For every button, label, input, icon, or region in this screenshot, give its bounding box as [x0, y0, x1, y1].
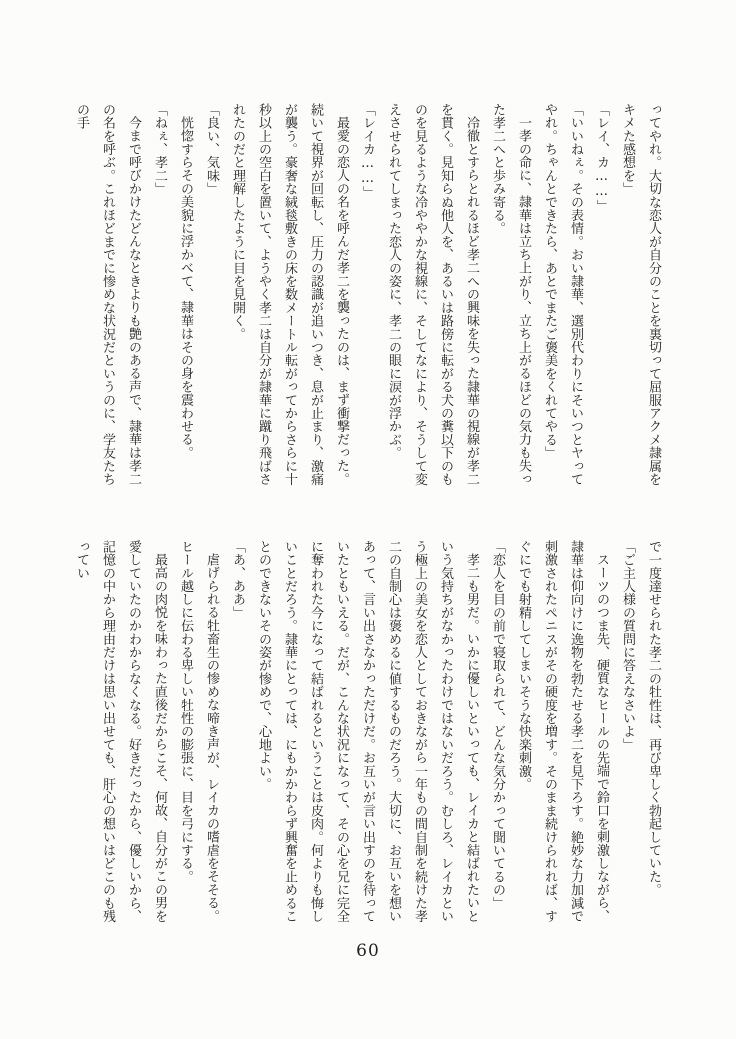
paragraph: 虐げられる牡畜生の惨めな啼き声が、レイカの嗜虐をそそる。ヒール越しに伝わる卑しい牡性の膨張に、目を弓にする。 — [178, 540, 219, 923]
paragraph: 「レイカ……」 — [360, 103, 375, 200]
paragraph: 「良い、気味」 — [204, 103, 219, 196]
paragraph: で一度達せられた孝二の牡性は、再び卑しく勃起していた。 — [646, 540, 661, 897]
paragraph: 「あ、ああ」 — [230, 540, 245, 620]
paragraph: 孝二も男だ。いかに優しいといっても、レイカと結ばれたいという気持ちがなかったわけではないだろう。むしろ、レイカという極上の美女を恋人としておきながら一年もの間自制を続けた孝二の自制心は褒めるに値するものだろう。大切に、お互いを想いあって、言い出さなかっただけだ。お互いが言い出すのを待っていたともいえる。だが、こんな状況になって、その心を兄に完全に奪われた今になって結ばれるということは皮肉。何よりも悔しいことだろう。隷華にとっては、にもかかわらず興奮を止めることのできないその姿が惨めで、心地よい。 — [256, 540, 479, 923]
paragraph: 「いいねぇ。その表情。おい隷華、選別代わりにそいつとヤってやれ。ちゃんとできたら、あとでまたご褒美をくれてやる」 — [542, 103, 583, 486]
paragraph: 「レイ、カ……」 — [594, 103, 609, 213]
paragraph: 「ご主人様の質問に答えなさいよ」 — [620, 540, 635, 752]
paragraph: 「恋人を目の前で寝取られて、どんな気分かって聞いてるの」 — [490, 540, 505, 910]
paragraph: 最高の肉悦を味わった直後だからこそ、何故、自分がこの男を愛していたのかわからなくなる。好きだったから、優しいから、記憶の中から理由だけは思い出せても、肝心の想いはどこのも残ってい — [74, 540, 167, 923]
paragraph: 恍惚すらその美貌に浮かべて、隷華はその身を震わせる。 — [178, 116, 193, 460]
paragraph: ってやれ。大切な恋人が自分のことを裏切って屈服アクメ隷属をキメた感想を」 — [620, 103, 661, 486]
page-number: 60 — [356, 941, 380, 961]
paragraph: 冷徹とすらとれるほど孝二への興味を失った隷華の視線が孝二を貫く。見知らぬ他人を、あるいは路傍に転がる犬の糞以下のものを見るような冷ややかな視線に、そしてなにより、そうして変えさせられてしまった恋人の姿に、孝二の眼に涙が浮かぶ。 — [386, 103, 479, 486]
paragraph: 今まで呼びかけたどんなときよりも艶のある声で、隷華は孝二の名を呼ぶ。これほどまでに惨めな状況だというのに、学友たちの手 — [74, 103, 141, 486]
paragraph: スーツのつま先、硬質なヒールの先端で鈴口を刺激しながら、隷華は仰向けに逸物を勃たせる孝二を見下ろす。絶妙な力加減で刺激されたペニスがその硬度を増す。そのまま続けられれば、すぐにでも射精してしまいそうな快楽刺激。 — [516, 540, 609, 923]
paragraph: 最愛の恋人の名を呼んだ孝二を襲ったのは、まず衝撃だった。続いて視界が回転し、圧力の認識が追いつき、息が止まり、激痛が襲う。豪奢な絨毯敷きの床を数メートル転がってからさらに十秒以上の空白を置いて、ようやく孝二は自分が隷華に蹴り飛ばされたのだと理解したように目を見開く。 — [230, 103, 349, 486]
paragraph: 「ねぇ、孝二」 — [152, 103, 167, 196]
text-block-top — [74, 103, 666, 493]
text-block-bottom — [74, 540, 666, 932]
paragraph: 一孝の命に、隷華は立ち上がり、立ち上がるほどの気力も失った孝二へと歩み寄る。 — [490, 103, 531, 486]
